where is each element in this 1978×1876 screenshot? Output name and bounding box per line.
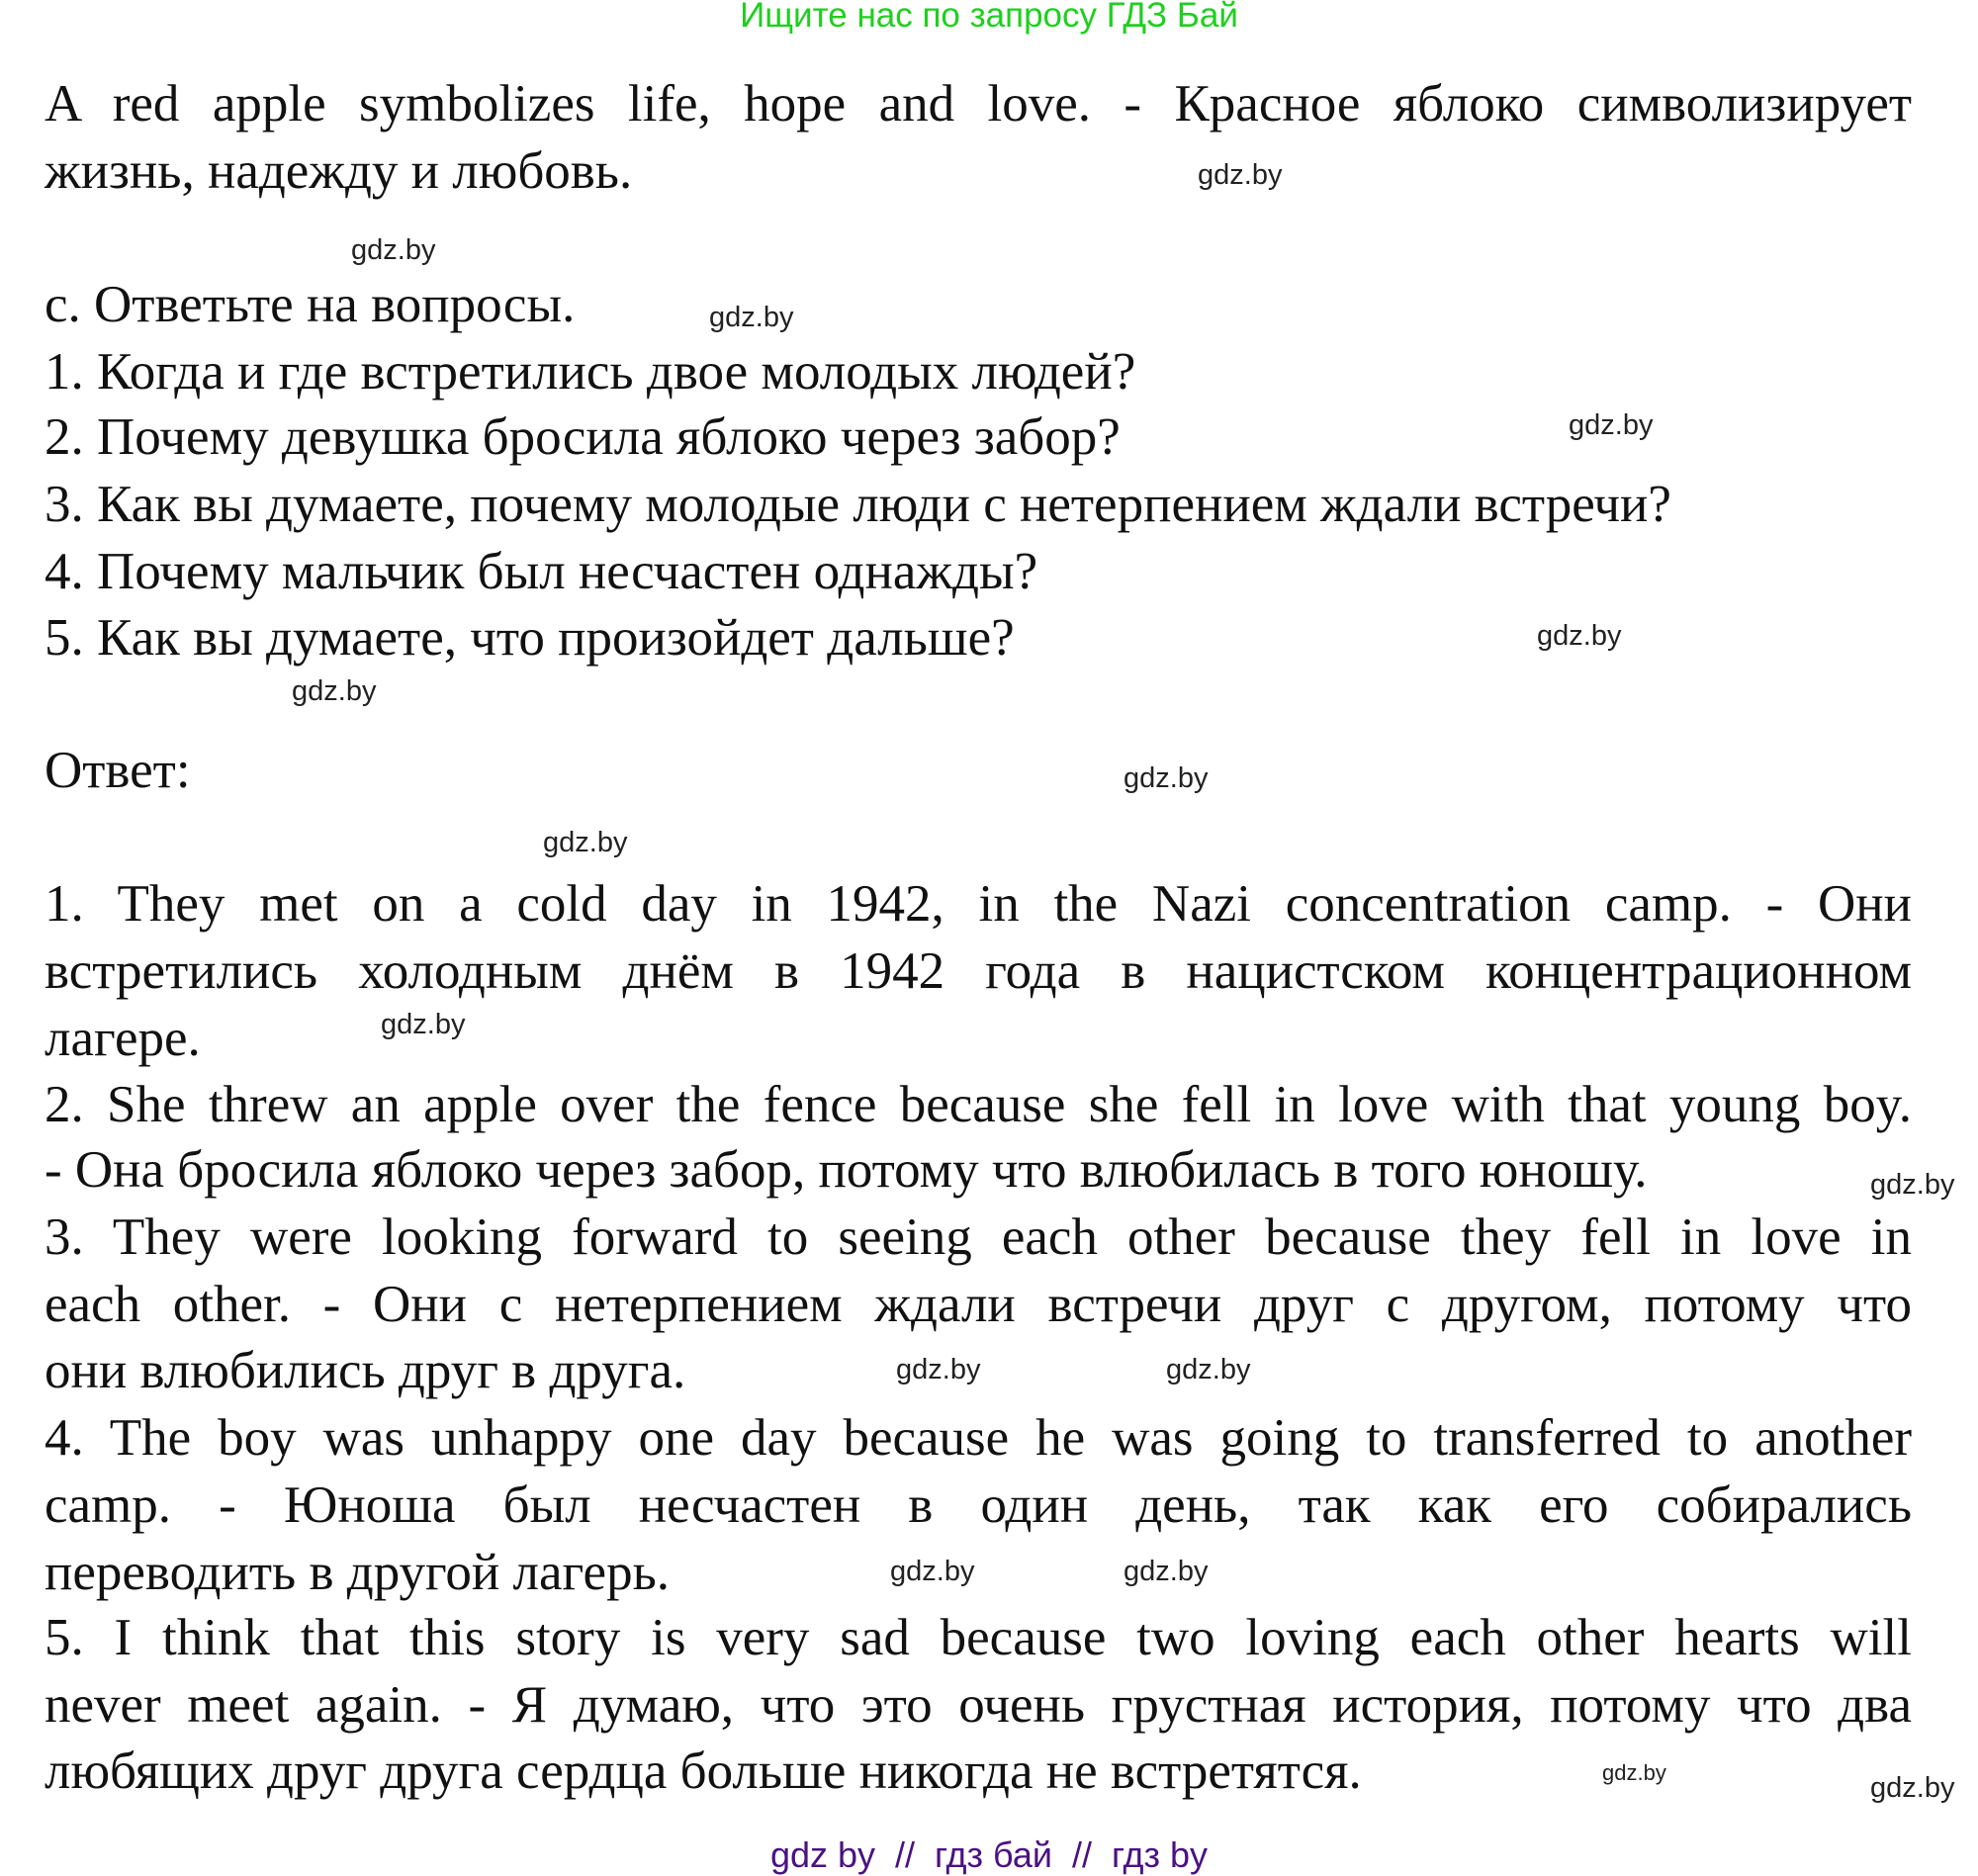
text-line: жизнь, надежду и любовь. xyxy=(45,142,633,200)
watermark: gdz.by xyxy=(351,234,436,266)
text-line: never meet again. - Я думаю, что это очень грустная история, потому что два xyxy=(45,1676,1912,1734)
text-line: 4. Почему мальчик был несчастен однажды? xyxy=(45,543,1038,600)
text-line: переводить в другой лагерь. xyxy=(45,1544,670,1601)
search-hint-banner: Ищите нас по запросу ГДЗ Бай xyxy=(740,0,1238,35)
text-line: A red apple symbolizes life, hope and love. - Красное яблоко символизирует xyxy=(45,75,1912,133)
watermark: gdz.by xyxy=(890,1556,975,1587)
watermark: gdz.by xyxy=(543,827,628,858)
watermark: gdz.by xyxy=(1198,159,1283,191)
footer-links: gdz by // гдз бай // гдз by xyxy=(769,1834,1209,1875)
watermark: gdz.by xyxy=(896,1354,981,1385)
watermark: gdz.by xyxy=(1569,409,1654,441)
watermark: gdz.by xyxy=(1166,1354,1251,1385)
text-line: встретились холодным днём в 1942 года в нацистском концентрационном xyxy=(45,942,1912,1000)
text-line: они влюбились друг в друга. xyxy=(45,1342,686,1399)
text-line: любящих друг друга сердца больше никогда не встретятся. xyxy=(45,1742,1362,1800)
text-line: 3. Как вы думаете, почему молодые люди с нетерпением ждали встречи? xyxy=(45,476,1671,533)
text-line: 5. Как вы думаете, что произойдет дальше? xyxy=(45,609,1015,667)
text-line: 2. Почему девушка бросила яблоко через забор? xyxy=(45,408,1121,466)
text-line: camp. - Юноша был несчастен в один день, так как его собирались xyxy=(45,1476,1912,1534)
text-line: each other. - Они с нетерпением ждали встречи друг с другом, потому что xyxy=(45,1276,1912,1333)
text-line: 2. She threw an apple over the fence because she fell in love with that young boy. xyxy=(45,1076,1912,1133)
watermark: gdz.by xyxy=(709,302,794,333)
answer-heading: Ответ: xyxy=(45,742,191,799)
text-line: - Она бросила яблоко через забор, потому что влюбилась в того юношу. xyxy=(45,1141,1648,1199)
watermark: gdz.by xyxy=(381,1009,466,1040)
watermark: gdz.by xyxy=(1537,620,1622,652)
questions-heading: c. Ответьте на вопросы. xyxy=(45,276,576,333)
text-line: 1. Когда и где встретились двое молодых людей? xyxy=(45,343,1136,401)
text-line: 4. The boy was unhappy one day because he was going to transferred to another xyxy=(45,1409,1912,1467)
watermark: gdz.by xyxy=(1124,762,1209,794)
watermark: gdz.by xyxy=(1870,1772,1955,1804)
watermark: gdz.by xyxy=(1870,1169,1955,1201)
watermark: gdz.by xyxy=(1124,1556,1209,1587)
text-line: 5. I think that this story is very sad because two loving each other hearts will xyxy=(45,1609,1912,1666)
watermark: gdz.by xyxy=(1602,1760,1666,1785)
text-line: лагере. xyxy=(45,1010,201,1067)
watermark: gdz.by xyxy=(292,675,377,707)
text-line: 3. They were looking forward to seeing each other because they fell in love in xyxy=(45,1208,1912,1266)
text-line: 1. They met on a cold day in 1942, in the Nazi concentration camp. - Они xyxy=(45,875,1912,933)
